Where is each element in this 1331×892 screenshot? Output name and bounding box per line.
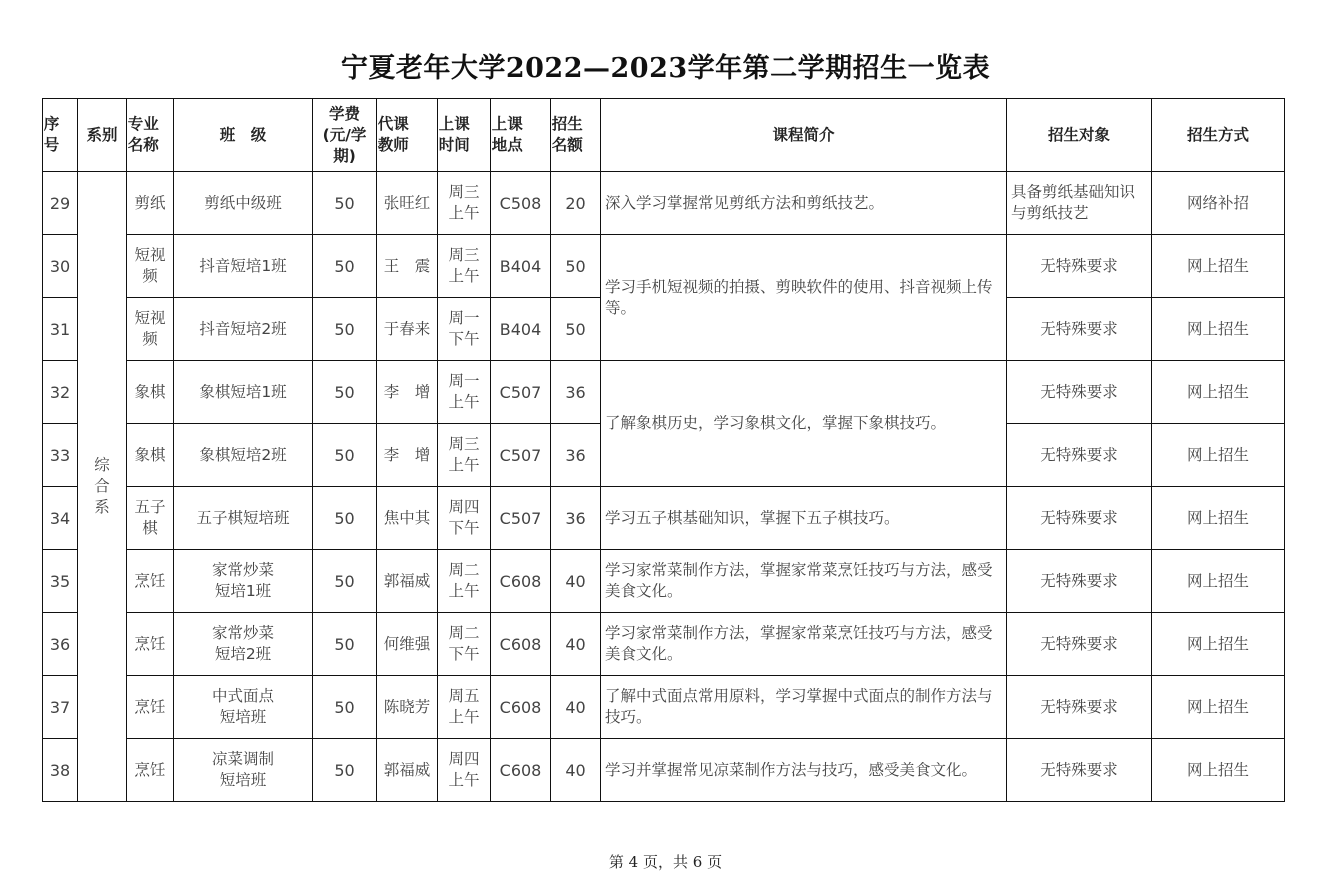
cell-fee: 50 xyxy=(313,550,377,613)
cell-fee: 50 xyxy=(313,487,377,550)
cell-class: 抖音短培1班 xyxy=(174,235,313,298)
cell-method: 网上招生 xyxy=(1152,550,1285,613)
cell-method: 网上招生 xyxy=(1152,676,1285,739)
cell-teacher: 李 增 xyxy=(377,361,438,424)
header-place: 上课地点 xyxy=(491,99,551,172)
cell-seq: 29 xyxy=(43,172,78,235)
cell-intro: 学习并掌握常见凉菜制作方法与技巧，感受美食文化。 xyxy=(601,739,1007,802)
cell-quota: 36 xyxy=(551,487,601,550)
cell-intro: 了解象棋历史，学习象棋文化，掌握下象棋技巧。 xyxy=(601,361,1007,487)
page-footer: 第 4 页，共 6 页 xyxy=(608,853,723,871)
cell-major: 五子棋 xyxy=(127,487,174,550)
cell-intro: 学习手机短视频的拍摄、剪映软件的使用、抖音视频上传等。 xyxy=(601,235,1007,361)
cell-intro: 学习五子棋基础知识，掌握下五子棋技巧。 xyxy=(601,487,1007,550)
cell-major: 烹饪 xyxy=(127,550,174,613)
cell-place: C608 xyxy=(491,676,551,739)
cell-quota: 36 xyxy=(551,424,601,487)
table-row xyxy=(43,676,1285,739)
cell-intro: 学习家常菜制作方法，掌握家常菜烹饪技巧与方法，感受美食文化。 xyxy=(601,613,1007,676)
header-intro: 课程简介 xyxy=(601,99,1007,172)
cell-method: 网上招生 xyxy=(1152,298,1285,361)
cell-place: C608 xyxy=(491,613,551,676)
cell-major: 象棋 xyxy=(127,424,174,487)
header-seq: 序号 xyxy=(43,99,78,172)
cell-method: 网上招生 xyxy=(1152,235,1285,298)
cell-major: 短视频 xyxy=(127,235,174,298)
cell-target: 无特殊要求 xyxy=(1007,676,1152,739)
cell-quota: 20 xyxy=(551,172,601,235)
cell-major: 烹饪 xyxy=(127,676,174,739)
cell-teacher: 何维强 xyxy=(377,613,438,676)
table-row xyxy=(43,235,1285,298)
cell-time: 周二上午 xyxy=(438,550,491,613)
cell-time: 周三上午 xyxy=(438,172,491,235)
cell-fee: 50 xyxy=(313,172,377,235)
cell-seq: 37 xyxy=(43,676,78,739)
cell-teacher: 陈晓芳 xyxy=(377,676,438,739)
cell-major: 短视频 xyxy=(127,298,174,361)
cell-class: 家常炒菜短培2班 xyxy=(174,613,313,676)
cell-class: 剪纸中级班 xyxy=(174,172,313,235)
cell-teacher: 于春来 xyxy=(377,298,438,361)
cell-fee: 50 xyxy=(313,676,377,739)
cell-teacher: 李 增 xyxy=(377,424,438,487)
cell-quota: 36 xyxy=(551,361,601,424)
cell-target: 无特殊要求 xyxy=(1007,361,1152,424)
header-class: 班 级 xyxy=(174,99,313,172)
cell-seq: 33 xyxy=(43,424,78,487)
cell-intro: 深入学习掌握常见剪纸方法和剪纸技艺。 xyxy=(601,172,1007,235)
enrollment-table xyxy=(42,98,1285,802)
cell-seq: 35 xyxy=(43,550,78,613)
cell-seq: 31 xyxy=(43,298,78,361)
cell-class: 象棋短培1班 xyxy=(174,361,313,424)
table-row xyxy=(43,361,1285,424)
cell-time: 周一下午 xyxy=(438,298,491,361)
cell-seq: 38 xyxy=(43,739,78,802)
cell-class: 中式面点短培班 xyxy=(174,676,313,739)
cell-quota: 50 xyxy=(551,235,601,298)
header-method: 招生方式 xyxy=(1152,99,1285,172)
cell-place: C507 xyxy=(491,361,551,424)
cell-time: 周四下午 xyxy=(438,487,491,550)
cell-major: 烹饪 xyxy=(127,739,174,802)
cell-major: 象棋 xyxy=(127,361,174,424)
cell-major: 烹饪 xyxy=(127,613,174,676)
cell-seq: 36 xyxy=(43,613,78,676)
cell-fee: 50 xyxy=(313,739,377,802)
cell-target: 无特殊要求 xyxy=(1007,235,1152,298)
cell-seq: 30 xyxy=(43,235,78,298)
cell-fee: 50 xyxy=(313,361,377,424)
cell-teacher: 郭福威 xyxy=(377,739,438,802)
cell-quota: 40 xyxy=(551,676,601,739)
cell-intro: 学习家常菜制作方法，掌握家常菜烹饪技巧与方法，感受美食文化。 xyxy=(601,550,1007,613)
cell-class: 凉菜调制短培班 xyxy=(174,739,313,802)
cell-seq: 32 xyxy=(43,361,78,424)
cell-place: C608 xyxy=(491,739,551,802)
cell-method: 网上招生 xyxy=(1152,613,1285,676)
cell-seq: 34 xyxy=(43,487,78,550)
header-target: 招生对象 xyxy=(1007,99,1152,172)
cell-place: C507 xyxy=(491,487,551,550)
cell-teacher: 王 震 xyxy=(377,235,438,298)
page-title: 宁夏老年大学2022—2023学年第二学期招生一览表 xyxy=(340,53,991,84)
cell-class: 五子棋短培班 xyxy=(174,487,313,550)
cell-quota: 40 xyxy=(551,613,601,676)
cell-time: 周三上午 xyxy=(438,235,491,298)
cell-place: C507 xyxy=(491,424,551,487)
table-row xyxy=(43,739,1285,802)
cell-method: 网上招生 xyxy=(1152,424,1285,487)
cell-quota: 50 xyxy=(551,298,601,361)
cell-target: 无特殊要求 xyxy=(1007,424,1152,487)
header-time: 上课时间 xyxy=(438,99,491,172)
cell-quota: 40 xyxy=(551,739,601,802)
cell-major: 剪纸 xyxy=(127,172,174,235)
header-dept: 系别 xyxy=(78,99,127,172)
cell-target: 无特殊要求 xyxy=(1007,487,1152,550)
cell-target: 无特殊要求 xyxy=(1007,298,1152,361)
cell-target: 具备剪纸基础知识与剪纸技艺 xyxy=(1007,172,1152,235)
cell-class: 象棋短培2班 xyxy=(174,424,313,487)
cell-time: 周五上午 xyxy=(438,676,491,739)
header-fee: 学费(元/学期) xyxy=(313,99,377,172)
cell-place: C608 xyxy=(491,550,551,613)
table-row xyxy=(43,487,1285,550)
table-row xyxy=(43,172,1285,235)
cell-teacher: 张旺红 xyxy=(377,172,438,235)
cell-quota: 40 xyxy=(551,550,601,613)
cell-time: 周三上午 xyxy=(438,424,491,487)
cell-teacher: 焦中其 xyxy=(377,487,438,550)
cell-time: 周一上午 xyxy=(438,361,491,424)
cell-intro: 了解中式面点常用原料，学习掌握中式面点的制作方法与技巧。 xyxy=(601,676,1007,739)
cell-time: 周二下午 xyxy=(438,613,491,676)
header-teacher: 代课教师 xyxy=(377,99,438,172)
cell-place: B404 xyxy=(491,235,551,298)
cell-fee: 50 xyxy=(313,235,377,298)
cell-target: 无特殊要求 xyxy=(1007,613,1152,676)
table-row xyxy=(43,613,1285,676)
cell-fee: 50 xyxy=(313,613,377,676)
header-quota: 招生名额 xyxy=(551,99,601,172)
cell-class: 抖音短培2班 xyxy=(174,298,313,361)
cell-teacher: 郭福威 xyxy=(377,550,438,613)
cell-method: 网络补招 xyxy=(1152,172,1285,235)
cell-method: 网上招生 xyxy=(1152,487,1285,550)
table-header-row xyxy=(43,99,1285,172)
cell-fee: 50 xyxy=(313,424,377,487)
cell-method: 网上招生 xyxy=(1152,361,1285,424)
cell-target: 无特殊要求 xyxy=(1007,739,1152,802)
table-row xyxy=(43,550,1285,613)
cell-method: 网上招生 xyxy=(1152,739,1285,802)
cell-fee: 50 xyxy=(313,298,377,361)
cell-class: 家常炒菜短培1班 xyxy=(174,550,313,613)
cell-department: 综合系 xyxy=(78,172,127,802)
cell-time: 周四上午 xyxy=(438,739,491,802)
header-major: 专业名称 xyxy=(127,99,174,172)
cell-place: B404 xyxy=(491,298,551,361)
cell-place: C508 xyxy=(491,172,551,235)
cell-target: 无特殊要求 xyxy=(1007,550,1152,613)
